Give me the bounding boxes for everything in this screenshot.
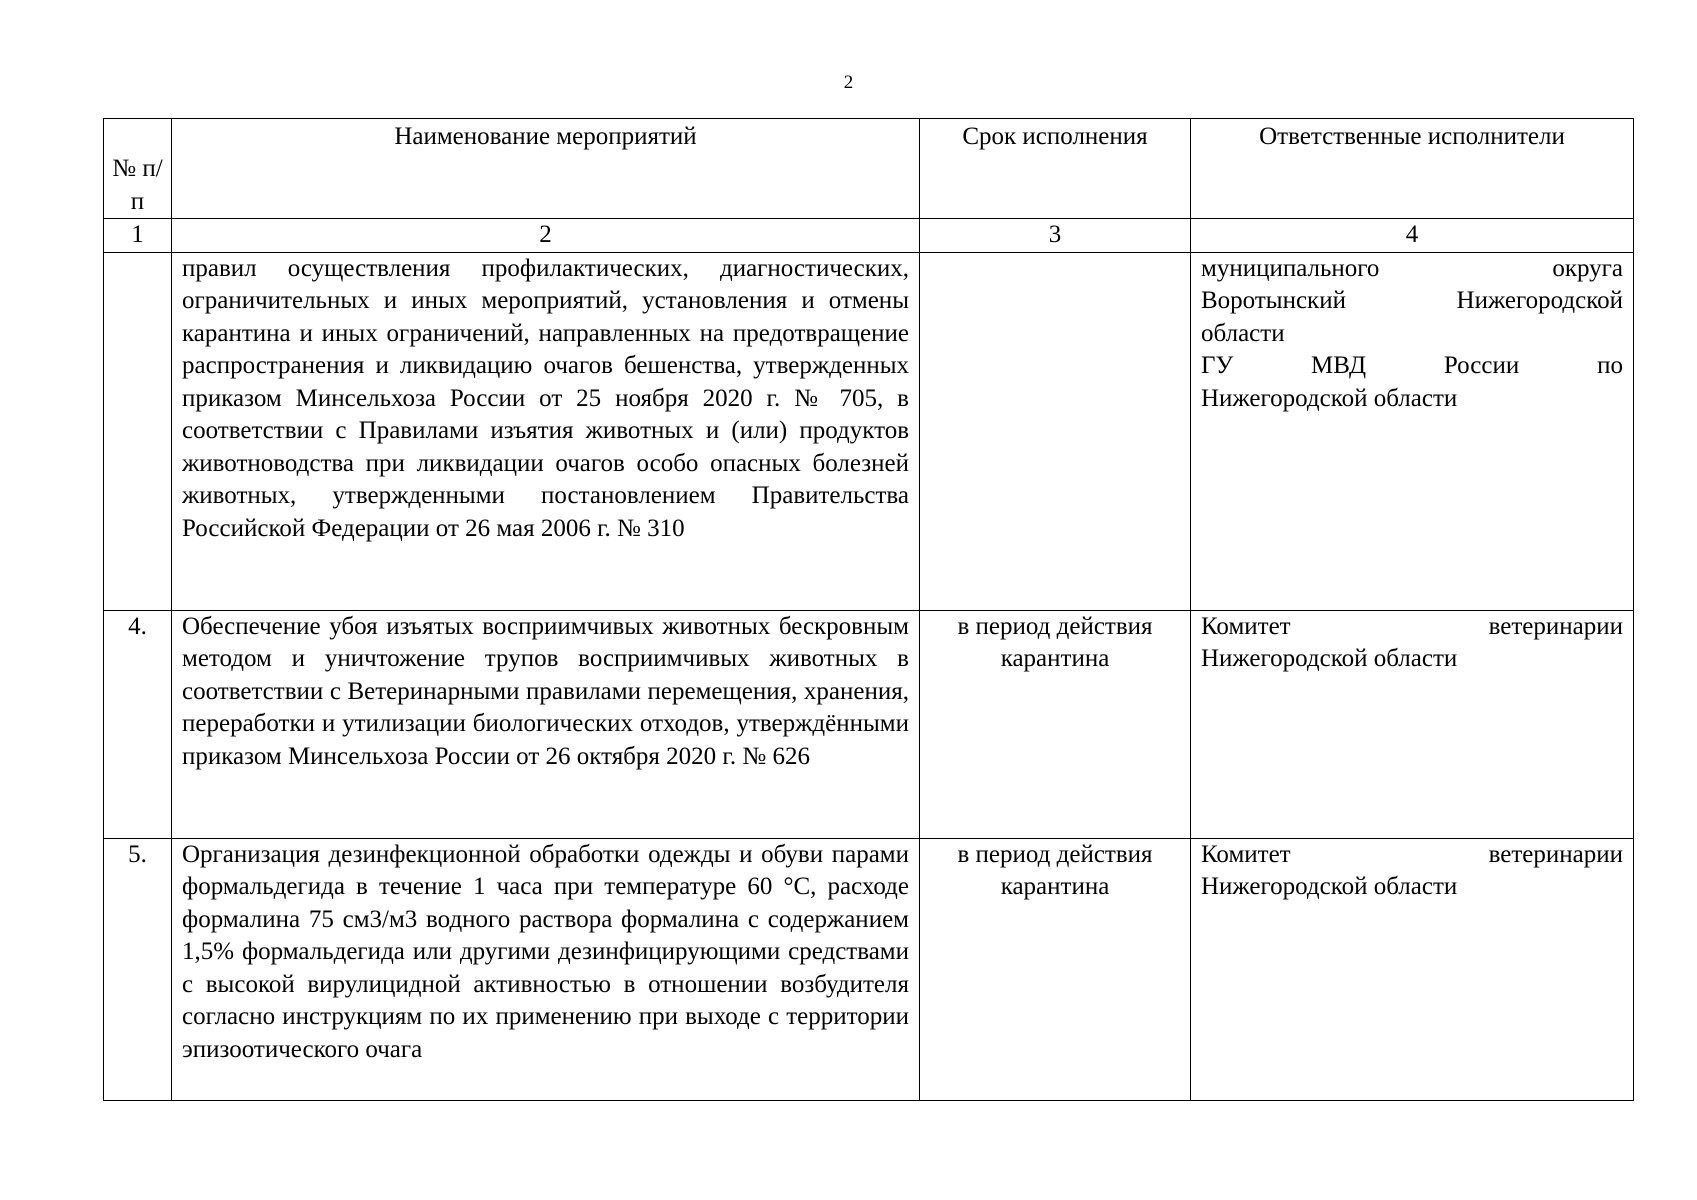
row-term: в период действия карантина <box>920 610 1191 838</box>
responsible-line: области <box>1201 319 1285 347</box>
column-index-row <box>104 219 1634 253</box>
row-number: 5. <box>104 838 172 1100</box>
responsible-line: Воротынский Нижегородской <box>1201 287 1623 314</box>
responsible-line: Нижегородской области <box>1201 384 1458 412</box>
row-responsible <box>1191 252 1634 610</box>
row-term: в период действия карантина <box>920 838 1191 1100</box>
column-index: 4 <box>1191 219 1634 253</box>
header-term: Срок исполнения <box>920 119 1191 219</box>
row-number: 4. <box>104 610 172 838</box>
responsible-line: муниципального округа <box>1201 254 1623 282</box>
page-number: 2 <box>843 72 854 93</box>
table-header-row <box>104 119 1634 219</box>
responsible-line: Комитет ветеринарии <box>1201 612 1623 640</box>
row-measure-text: Обеспечение убоя изъятых восприимчивых животных бескровным методом и уничтожение трупов восприимчивых животных в соответствии с Ветеринарными правилами перемещения, хранения, переработки и утилизации биологических отходов, утверждёнными приказом Минсельхоза России от 26 октября 2020 г. № 626 <box>182 612 909 770</box>
row-measure-cell <box>172 610 920 838</box>
column-index: 2 <box>172 219 920 253</box>
row-responsible <box>1191 610 1634 838</box>
row-responsible <box>1191 838 1634 1100</box>
table-row <box>104 610 1634 838</box>
column-index: 1 <box>104 219 172 253</box>
header-name: Наименование мероприятий <box>172 119 920 219</box>
measures-table <box>103 118 1634 1101</box>
row-measure-cell <box>172 252 920 610</box>
header-responsible: Ответственные исполнители <box>1191 119 1634 219</box>
column-index: 3 <box>920 219 1191 253</box>
row-measure-text: правил осуществления профилактических, диагностических, ограничительных и иных мероприятий, установления и отмены карантина и иных ограничений, направленных на предотвращение распространения и ликвидацию очагов бешенства, утвержденных приказом Минсельхоза России от 25 ноября 2020 г. № 705, в соответствии с Правилами изъятия животных и (или) продуктов животноводства при ликвидации очагов особо опасных болезней животных, утвержденными постановлением Правительства Российской Федерации от 26 мая 2006 г. № 310 <box>182 254 909 542</box>
row-measure-cell <box>172 838 920 1100</box>
row-number <box>104 252 172 610</box>
row-term <box>920 252 1191 610</box>
table-row <box>104 838 1634 1100</box>
header-num: № п/п <box>104 119 172 219</box>
row-measure-text: Организация дезинфекционной обработки одежды и обуви парами формальдегида в течение 1 часа при температуре 60 °С, расходе формалина 75 см3/м3 водного раствора формалина с содержанием 1,5% формальдегида или другими дезинфицирующими средствами с высокой вирулицидной активностью в отношении возбудителя согласно инструкциям по их применению при выходе с территории эпизоотического очага <box>182 840 909 1063</box>
responsible-line: Нижегородской области <box>1201 645 1458 672</box>
responsible-line: Комитет ветеринарии <box>1201 840 1623 868</box>
responsible-line: ГУ МВД России по <box>1201 352 1623 379</box>
table-row <box>104 252 1634 610</box>
responsible-line: Нижегородской области <box>1201 873 1458 900</box>
